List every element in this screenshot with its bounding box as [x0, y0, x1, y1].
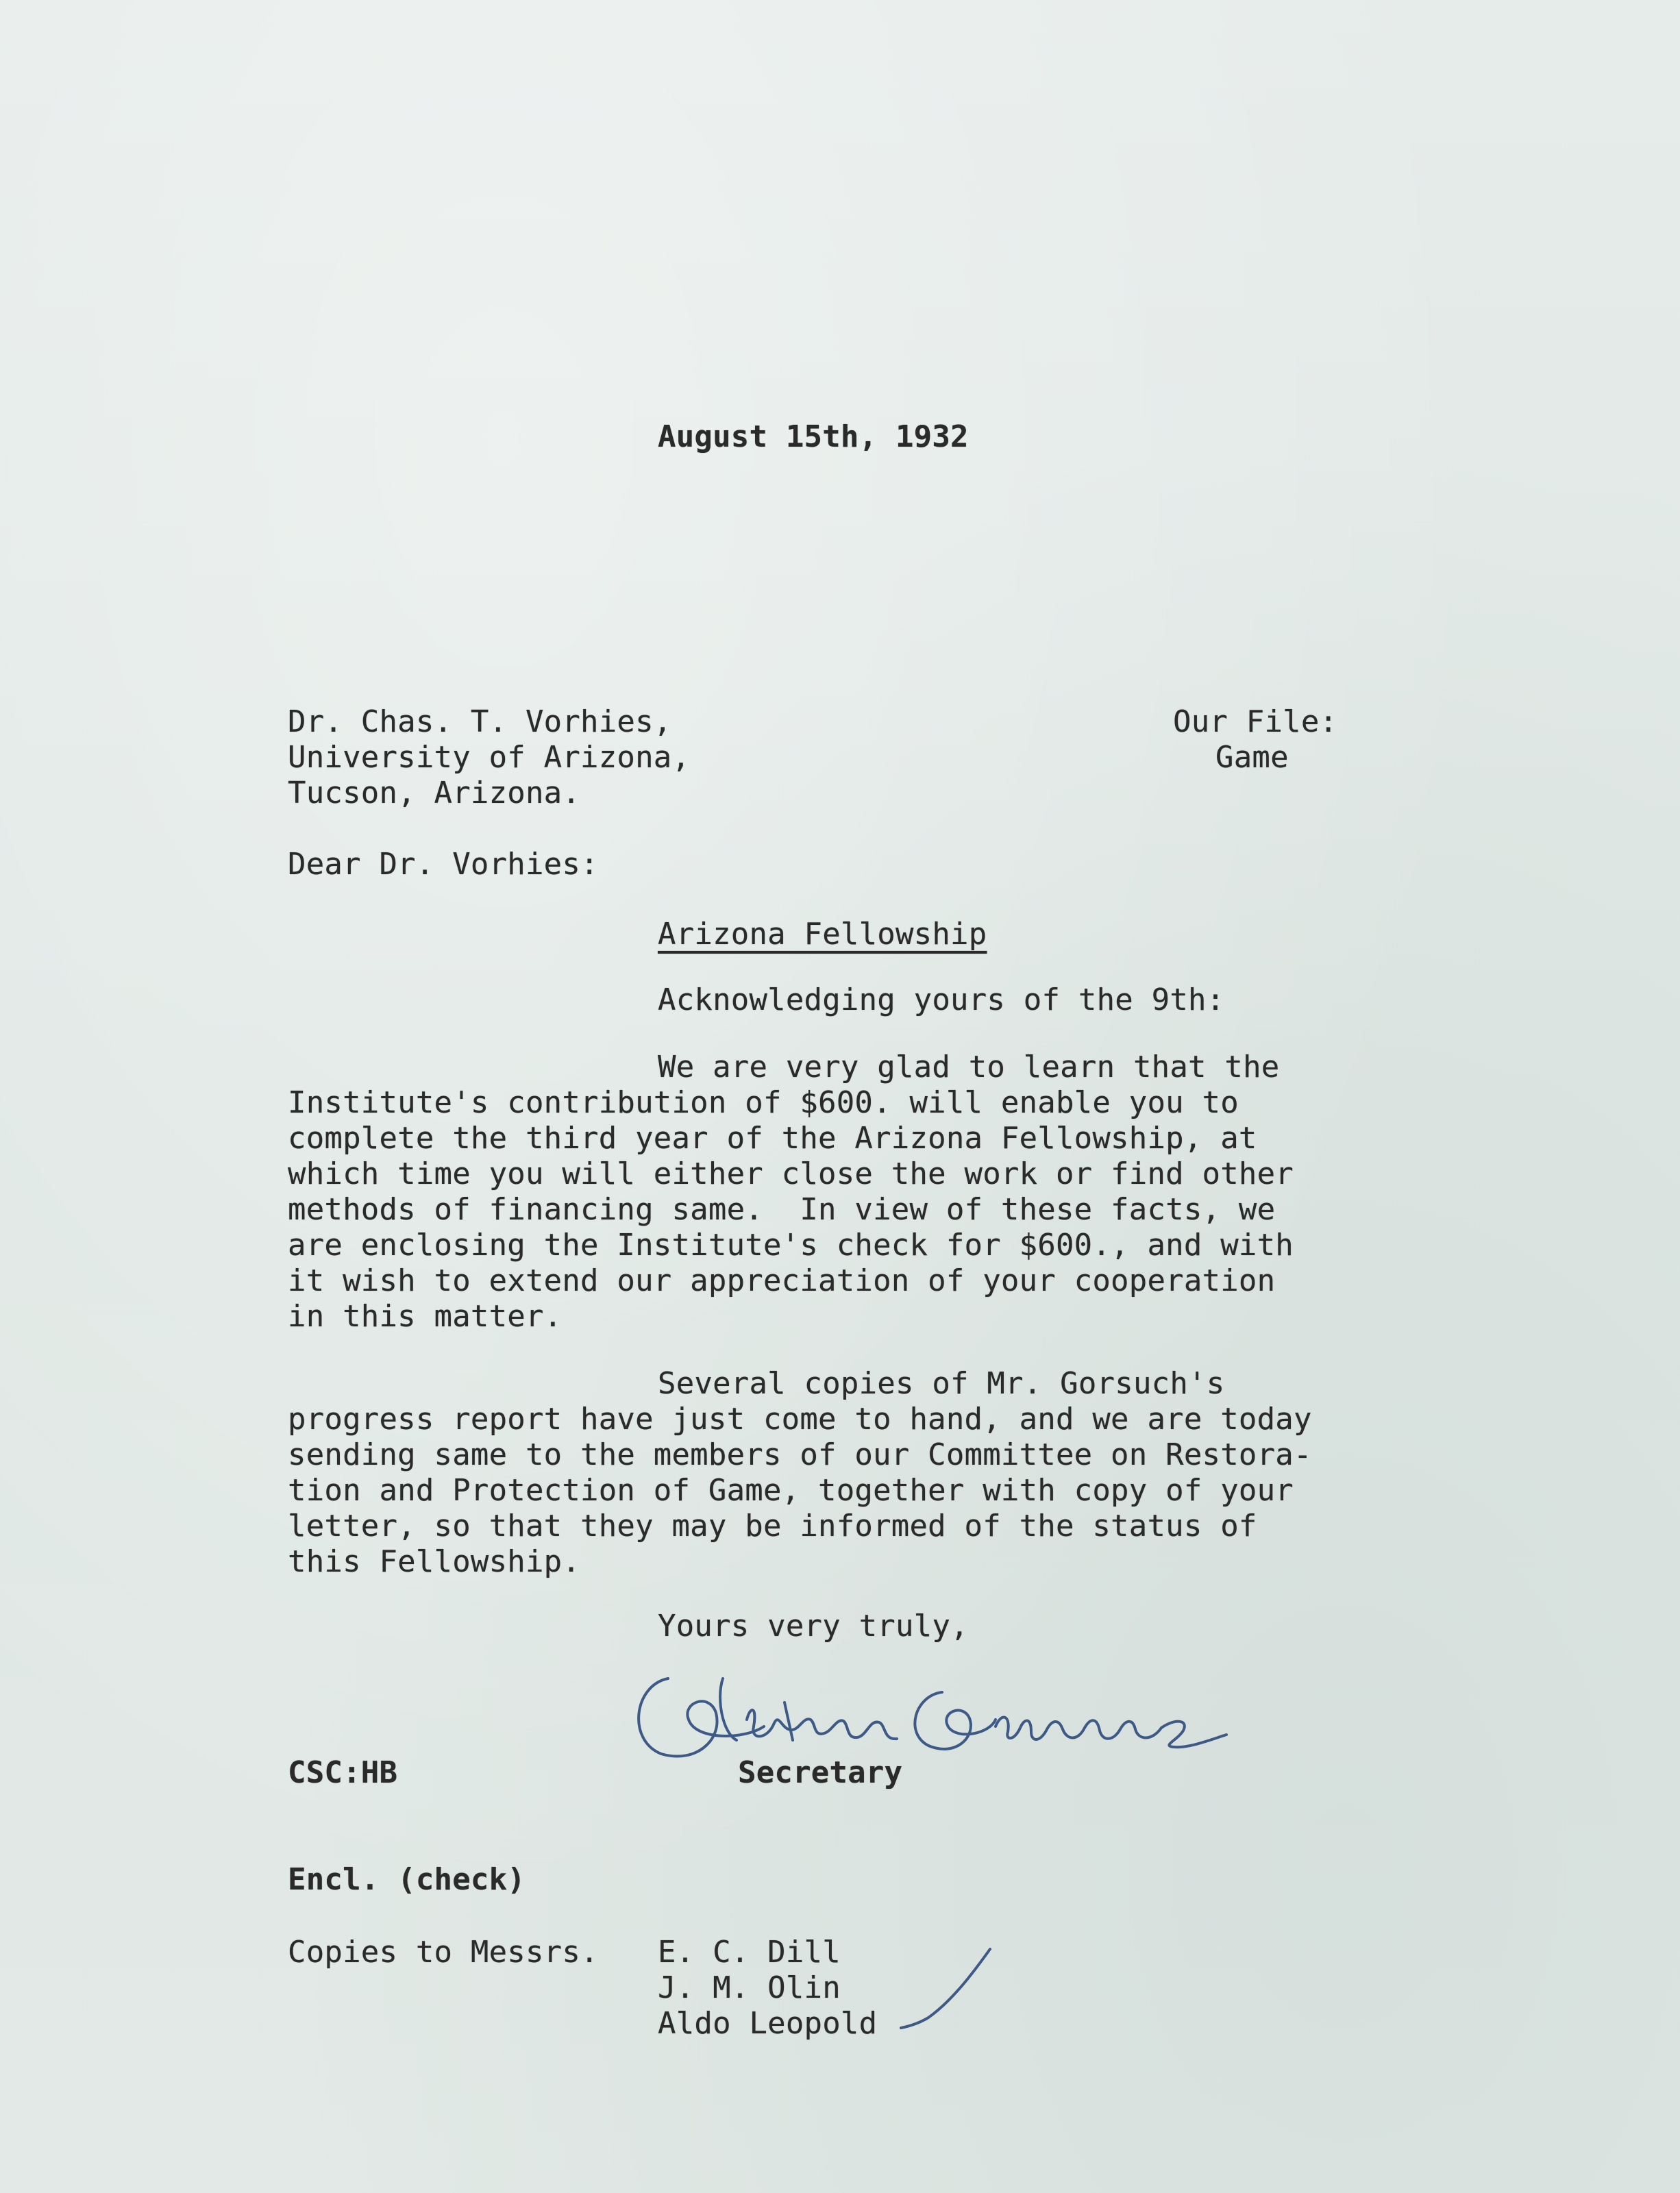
salutation: Dear Dr. Vorhies:: [288, 847, 599, 882]
check-mark-icon: [898, 1946, 993, 2035]
paragraph-line: which time you will either close the work or find other: [288, 1156, 1294, 1191]
file-reference-label: Our File:: [1173, 704, 1338, 739]
closing: Yours very truly,: [658, 1609, 969, 1644]
paragraph-line: We are very glad to learn that the: [658, 1050, 1280, 1085]
reference-initials: CSC:HB: [288, 1755, 398, 1790]
paragraph-line: sending same to the members of our Committee on Restora-: [288, 1437, 1312, 1472]
paragraph-line: tion and Protection of Game, together with copy of your: [288, 1473, 1294, 1508]
paragraph-line: progress report have just come to hand, and we are today: [288, 1402, 1312, 1437]
handwritten-signature: [620, 1637, 1237, 1774]
subject-line: Arizona Fellowship: [658, 917, 987, 952]
paragraph-line: Institute's contribution of $600. will enable you to: [288, 1085, 1239, 1120]
recipient-city: Tucson, Arizona.: [288, 776, 581, 810]
paragraph-line: complete the third year of the Arizona Fellowship, at: [288, 1121, 1257, 1156]
paragraph-line: this Fellowship.: [288, 1544, 581, 1579]
enclosure-note: Encl. (check): [288, 1862, 526, 1897]
copy-recipient: Aldo Leopold: [658, 2006, 878, 2041]
paragraph-line: letter, so that they may be informed of the status of: [288, 1509, 1257, 1544]
paragraph-line: Several copies of Mr. Gorsuch's: [658, 1366, 1225, 1401]
copy-recipient: J. M. Olin: [658, 1970, 841, 2005]
paragraph-line: in this matter.: [288, 1299, 563, 1334]
paragraph-line: are enclosing the Institute's check for $600., and with: [288, 1228, 1294, 1263]
letter-date: August 15th, 1932: [658, 419, 969, 454]
recipient-name: Dr. Chas. T. Vorhies,: [288, 704, 672, 739]
paragraph-line: methods of financing same. In view of these facts, we: [288, 1192, 1276, 1227]
signer-title: Secretary: [738, 1755, 903, 1790]
acknowledgement-line: Acknowledging yours of the 9th:: [658, 982, 1225, 1017]
recipient-institution: University of Arizona,: [288, 740, 691, 775]
file-reference-value: Game: [1215, 740, 1289, 775]
copy-recipient: E. C. Dill: [658, 1935, 841, 1970]
paragraph-line: it wish to extend our appreciation of your cooperation: [288, 1263, 1276, 1298]
copies-label: Copies to Messrs.: [288, 1935, 599, 1970]
